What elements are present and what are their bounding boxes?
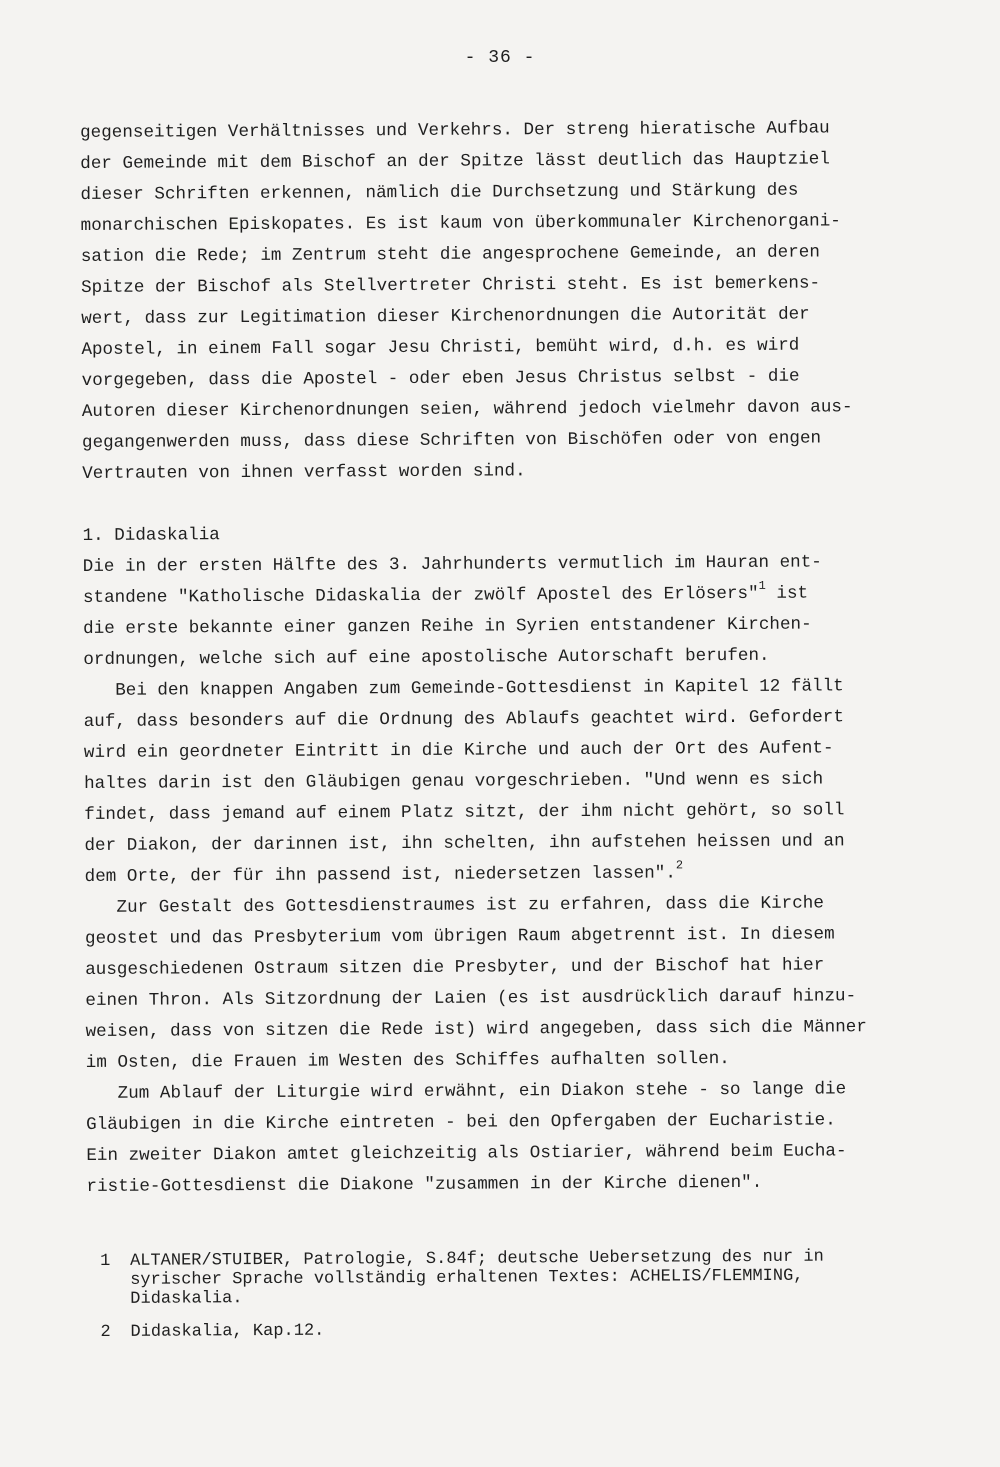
text-line: Zum Ablauf der Liturgie wird erwähnt, ein Diakon stehe - so lange die [85,1079,847,1104]
text-line: monarchischen Episkopates. Es ist kaum von überkommunaler Kirchenorgani- [80,211,841,236]
text-line: der Diakon, der darinnen ist, ihn schelten, ihn aufstehen heissen und an [84,831,845,856]
text-line: Autoren dieser Kirchenordnungen seien, während jedoch vielmehr davon aus- [81,397,853,422]
text-line: Die in der ersten Hälfte des 3. Jahrhunderts vermutlich im Hauran ent- [82,552,822,577]
footnote-line: Didaskalia, Kap.12. [130,1321,325,1342]
text-line: gegenseitigen Verhältnisses und Verkehrs. Der streng hieratische Aufbau [80,118,830,143]
page-number: - 36 - [464,48,536,68]
footnote-number: 1 [100,1251,111,1271]
section-heading: 1. Didaskalia [82,525,220,546]
text-line: weisen, dass von sitzen die Rede ist) wird angegeben, dass sich die Männer [85,1017,867,1042]
text-line: findet, dass jemand auf einem Platz sitzt, der ihm nicht gehört, so soll [84,800,845,825]
text-segment: standene "Katholische Didaskalia der zwölf Apostel des Erlösers" [82,583,759,608]
text-line: Spitze der Bischof als Stellvertreter Christi steht. Es ist bemerkens- [80,273,821,298]
text-line: auf, dass besonders auf die Ordnung des Ablaufs geachtet wird. Gefordert [83,707,844,732]
text-line: die erste bekannte einer ganzen Reihe in Syrien entstandener Kirchen- [83,614,812,639]
footnote [100,1247,940,1309]
footnote-line: syrischer Sprache vollständig erhaltenen Textes: ACHELIS/FLEMMING, [130,1266,804,1290]
text-line: im Osten, die Frauen im Westen des Schiffes aufhalten sollen. [85,1049,730,1073]
text-line: Ein zweiter Diakon amtet gleichzeitig als Ostiarier, während beim Eucha- [86,1141,847,1166]
text-line: ordnungen, welche sich auf eine apostolische Autorschaft berufen. [83,645,770,670]
text-line: Bei den knappen Angaben zum Gemeinde-Gottesdienst in Kapitel 12 fällt [83,676,844,701]
text-segment: dem Orte, der für ihn passend ist, niedersetzen lassen". [84,863,676,887]
footnotes [100,1247,941,1356]
text-line: Apostel, in einem Fall sogar Jesu Christi, bemüht wird, d.h. es wird [81,335,800,360]
text-line: Zur Gestalt des Gottesdienstraumes ist zu erfahren, dass die Kirche [84,893,824,918]
text-line: ristie-Gottesdienst die Diakone "zusammen in der Kirche dienen". [86,1172,763,1197]
text-line: einen Thron. Als Sitzordnung der Laien (es ist ausdrücklich darauf hinzu- [85,986,857,1011]
text-line: sation die Rede; im Zentrum steht die angesprochene Gemeinde, an deren [80,242,820,267]
text-line: vorgegeben, dass die Apostel - oder eben Jesus Christus selbst - die [81,366,800,391]
body-text [80,113,947,1203]
text-line: Vertrauten von ihnen verfasst worden sind. [82,461,526,484]
footnote-text [130,1248,824,1309]
footnote [100,1318,940,1342]
text-line: wird ein geordneter Eintritt in die Kirche und auch der Ort des Aufent- [83,738,834,763]
text-segment: ist [765,583,809,604]
footnote-line: Didaskalia. [130,1289,243,1309]
footnote-text [130,1322,324,1342]
text-line: dieser Schriften erkennen, nämlich die Durchsetzung und Stärkung des [80,180,799,205]
text-line: der Gemeinde mit dem Bischof an der Spitze lässt deutlich das Hauptziel [80,149,830,174]
text-line: geostet und das Presbyterium vom übrigen Raum abgetrennt ist. In diesem [84,924,835,949]
footnote-number: 2 [100,1322,111,1342]
text-line: wert, dass zur Legitimation dieser Kirchenordnungen die Autorität der [81,304,810,329]
text-line: ausgeschiedenen Ostraum sitzen die Presbyter, und der Bischof hat hier [85,955,825,980]
footnote-line: ALTANER/STUIBER, Patrologie, S.84f; deutsche Uebersetzung des nur in [129,1247,824,1271]
footnote-ref: 2 [675,858,684,873]
text-line: gegangenwerden muss, dass diese Schriften von Bischöfen oder von engen [81,428,822,453]
text-line: Gläubigen in die Kirche eintreten - bei den Opfergaben der Eucharistie. [86,1110,836,1135]
footnote-ref: 1 [758,578,766,594]
text-line: haltes darin ist den Gläubigen genau vorgeschrieben. "Und wenn es sich [84,769,824,794]
